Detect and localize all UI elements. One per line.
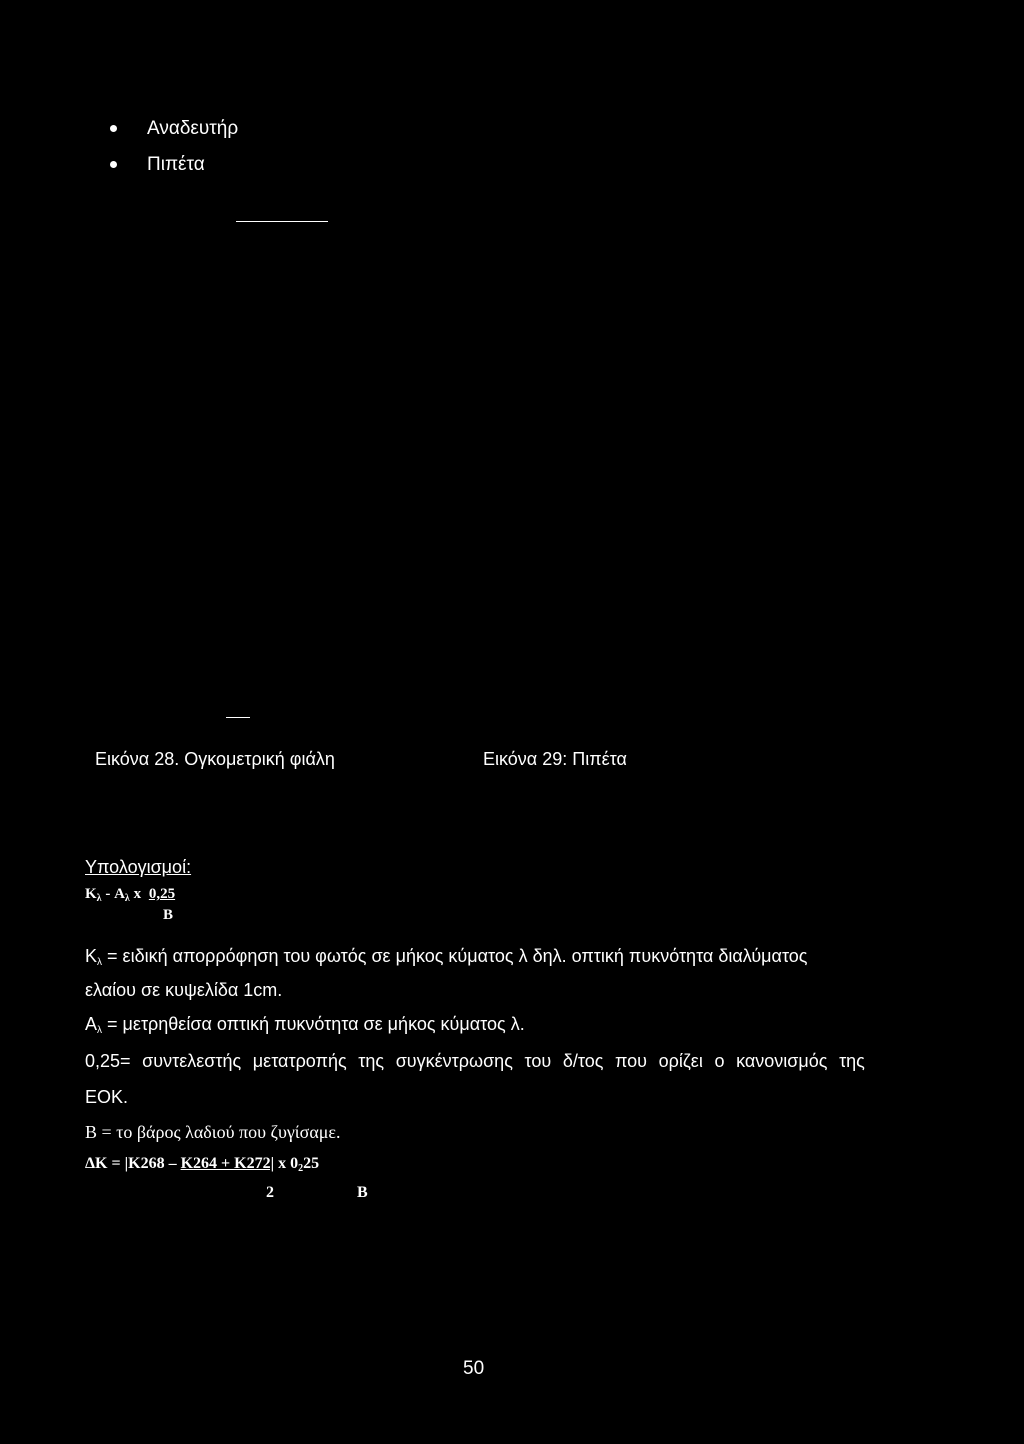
- formula-delta-k-times: x 0: [278, 1155, 299, 1172]
- formula-minus-a: - A: [105, 886, 125, 902]
- formula-times: x: [133, 886, 142, 902]
- formula-specific-absorbance: $K_\lambda - A_\lambda$ x 0,25: [85, 886, 176, 904]
- divider-line: [236, 221, 328, 222]
- figure-caption-28: Εικόνα 28. Ογκομετρική φιάλη: [95, 749, 335, 769]
- list-item-label: Πιπέτα: [147, 154, 205, 175]
- formula-numerator: 0,25: [148, 886, 176, 902]
- definition-coefficient: 0,25= συντελεστής μετατροπής της συγκέντρωσης του δ/τος που ορίζει ο κανονισμός της: [85, 1051, 865, 1071]
- list-item: [110, 116, 238, 152]
- page-number: 50: [463, 1358, 485, 1379]
- bullet-icon: [110, 125, 117, 132]
- definition-b: B = το βάρος λαδιού που ζυγίσαμε.: [85, 1122, 341, 1142]
- formula-delta-k-fraction: K264 + K272|: [180, 1155, 275, 1172]
- definition-coefficient-continued: ΕΟΚ.: [85, 1087, 129, 1107]
- bullet-icon: [110, 161, 117, 168]
- list-item: [110, 152, 238, 188]
- calculations-heading: Υπολογισμοί:: [85, 857, 192, 877]
- formula-delta-k-denominator-b: B: [357, 1184, 368, 1201]
- divider-line: [226, 717, 250, 718]
- equipment-list: [110, 116, 238, 188]
- formula-denominator: B: [163, 907, 174, 923]
- figure-caption-29: Εικόνα 29: Πιπέτα: [483, 749, 627, 769]
- list-item-label: Αναδευτήρ: [147, 118, 239, 139]
- formula-k: K: [85, 886, 97, 902]
- definition-k: $K_\lambda = \varepsilon\iota\delta\iota\kappa ή$ απορρόφηση του φωτός σε μήκος κύματος λ δηλ. οπτική πυκνότητα διαλύματος: [85, 946, 808, 968]
- formula-delta-k-denominator-2: 2: [266, 1184, 274, 1201]
- definition-a: $A_\lambda = \mu\varepsilon\tau\rho\eta\theta\varepsilon ί\sigma\alpha$ οπτική πυκνότητα σε μήκος κύματος λ.: [85, 1014, 525, 1036]
- formula-delta-k: ΔΚ = |K268 – K264 + K272| x $0_225$: [85, 1155, 320, 1174]
- definition-k-continued: ελαίου σε κυψελίδα 1cm.: [85, 980, 283, 1000]
- formula-delta-k-lhs: ΔΚ = |K268 –: [85, 1155, 177, 1172]
